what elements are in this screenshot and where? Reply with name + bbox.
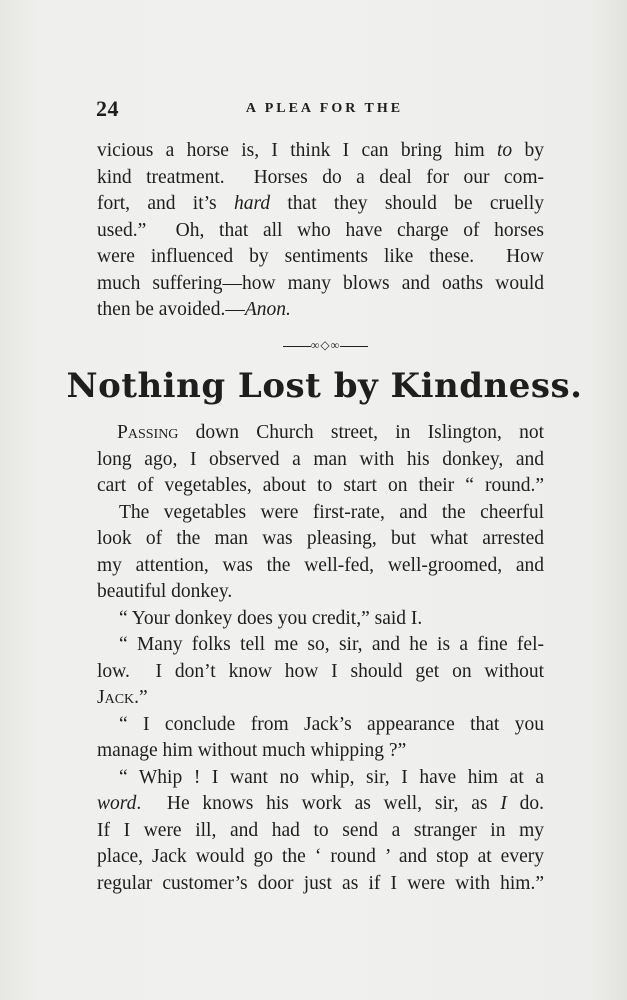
text-line: “ I conclude from Jack’s appearance that you (119, 713, 544, 735)
text-line: cart of vegetables, about to start on their “ round.” (97, 475, 544, 496)
text-line: were influenced by sentiments like these. How (97, 246, 544, 267)
text-line: long ago, I observed a man with his donkey, and (97, 448, 544, 470)
text-line: kind treatment. Horses do a deal for our com- (97, 166, 544, 188)
text-line: much suffering—how many blows and oaths would (97, 272, 544, 294)
text-line: Passing down Church street, in Islington, not (117, 422, 544, 443)
text-line: look of the man was pleasing, but what arrested (97, 528, 544, 549)
text-line: place, Jack would go the ‘ round ’ and stop at every (97, 846, 544, 867)
section-divider-ornament: ∞◇∞ (0, 338, 627, 353)
text-line: used.” Oh, that all who have charge of horses (97, 219, 544, 241)
text-line: regular customer’s door just as if I were with him.” (97, 872, 544, 894)
story-body (97, 420, 544, 897)
text-line: vicious a horse is, I think I can bring him to by (97, 140, 544, 161)
text-line: The vegetables were first-rate, and the cheerful (119, 501, 544, 523)
text-line: fort, and it’s hard that they should be cruelly (97, 193, 544, 214)
text-line: manage him without much whipping ?” (97, 740, 407, 761)
text-line: Jack.” (97, 687, 148, 708)
author-attribution: Anon. (244, 299, 291, 320)
text-line: “ Whip ! I want no whip, sir, I have him at a (119, 766, 544, 788)
chapter-title: Nothing Lost by Kindness. (66, 366, 583, 406)
text-line: “ Many folks tell me so, sir, and he is a fine fel- (119, 634, 544, 655)
text-line: word. He knows his work as well, sir, as I do. (97, 793, 544, 814)
text-line: beautiful donkey. (97, 581, 233, 602)
text-line: “ Your donkey does you credit,” said I. (119, 607, 423, 629)
text-line: If I were ill, and had to send a stranger in my (97, 819, 544, 841)
text-line: my attention, was the well-fed, well-groomed, and (97, 554, 544, 576)
text-line: low. I don’t know how I should get on without (97, 660, 544, 682)
paragraph-continued (97, 138, 544, 324)
text-line: then be avoided.—Anon. (97, 299, 291, 320)
page-number: 24 (96, 96, 119, 121)
running-head: A PLEA FOR THE (245, 101, 404, 116)
